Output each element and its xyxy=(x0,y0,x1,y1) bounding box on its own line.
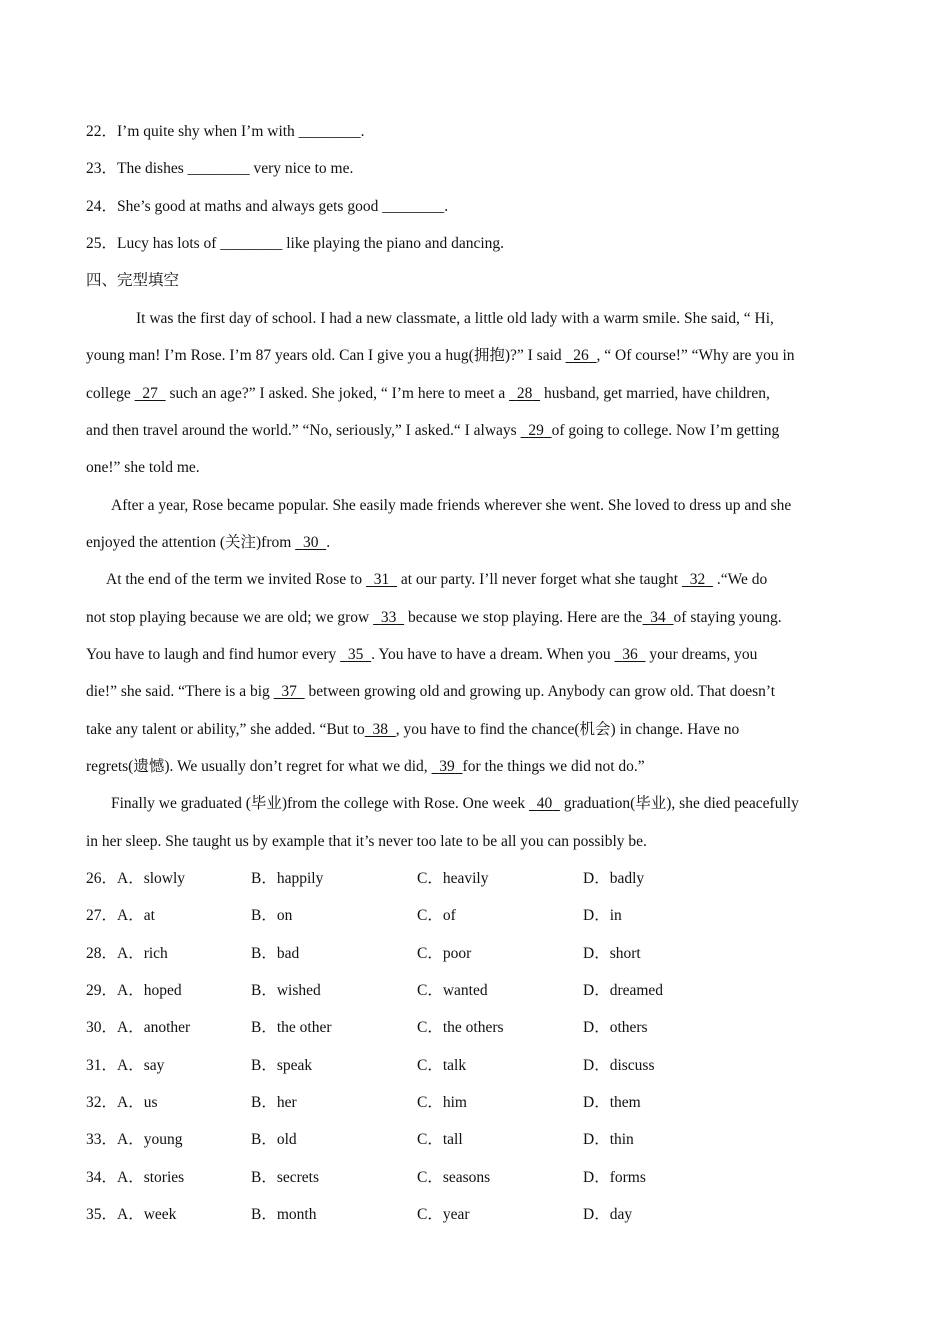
passage-line xyxy=(111,794,799,814)
fill-in-item-22 xyxy=(86,122,365,142)
item-number: 23． xyxy=(86,160,118,177)
option-a: 29．A．hoped xyxy=(86,982,182,999)
passage-text: .“We do xyxy=(712,571,768,588)
passage-text: At the end of the term we invited Rose to xyxy=(106,571,366,588)
option-c: C．seasons xyxy=(417,1169,491,1186)
passage-line: It was the first day of school. I had a new classmate, a little old lady with a warm smile. She said, “ Hi, xyxy=(136,310,774,327)
blank-40 xyxy=(529,795,560,812)
blank-38 xyxy=(365,721,396,738)
passage-line xyxy=(86,682,775,702)
passage-line xyxy=(86,720,739,740)
passage-line: in her sleep. She taught us by example that it’s never too late to be all you can possibly be. xyxy=(86,833,647,850)
option-a: 26．A．slowly xyxy=(86,870,186,887)
option-c: C．heavily xyxy=(417,870,489,887)
option-d: D．thin xyxy=(583,1131,634,1148)
blank-number: 35 xyxy=(347,646,364,663)
question-row xyxy=(86,906,866,926)
option-d: D．dreamed xyxy=(583,982,664,999)
option-a: 27．A．at xyxy=(86,907,155,924)
question-row xyxy=(86,981,866,1001)
option-d: D．them xyxy=(583,1094,641,1111)
option-a: 34．A．stories xyxy=(86,1169,185,1186)
blank-number: 34 xyxy=(650,609,666,626)
blank-number: 30 xyxy=(302,534,319,551)
option-c: C．of xyxy=(417,907,456,924)
blank-number: 27 xyxy=(142,385,158,402)
option-b: B．the other xyxy=(251,1019,332,1036)
question-row xyxy=(86,1130,866,1150)
item-text: The dishes ________ very nice to me. xyxy=(117,160,354,177)
blank-35 xyxy=(340,646,371,663)
passage-text: take any talent or ability,” she added. “But to xyxy=(86,721,365,738)
passage-line xyxy=(86,533,330,553)
passage-line xyxy=(106,570,767,590)
blank-number: 26 xyxy=(573,347,589,364)
blank-37 xyxy=(274,683,305,700)
option-c: C．the others xyxy=(417,1019,504,1036)
blank-32 xyxy=(682,571,713,588)
passage-line xyxy=(86,384,770,404)
passage-text: , “ Of course!” “Why are you in xyxy=(596,347,795,364)
passage-line xyxy=(86,645,757,665)
blank-28 xyxy=(509,385,540,402)
passage-text: . You have to have a dream. When you xyxy=(371,646,615,663)
option-c: C．poor xyxy=(417,945,472,962)
passage-line xyxy=(86,757,645,777)
question-row xyxy=(86,1168,866,1188)
option-b: B．bad xyxy=(251,945,300,962)
option-d: D．forms xyxy=(583,1169,646,1186)
blank-31 xyxy=(366,571,397,588)
option-a: 28．A．rich xyxy=(86,945,168,962)
passage-text: enjoyed the attention (关注)from xyxy=(86,534,296,551)
blank-29 xyxy=(521,422,552,439)
blank-36 xyxy=(615,646,646,663)
option-b: B．her xyxy=(251,1094,297,1111)
item-text: She’s good at maths and always gets good ________. xyxy=(117,198,449,215)
passage-text: regrets(遗憾). We usually don’t regret for what we did, xyxy=(86,758,432,775)
passage-text: , you have to find the chance(机会) in change. Have no xyxy=(395,721,740,738)
passage-text: your dreams, you xyxy=(645,646,758,663)
option-b: B．on xyxy=(251,907,293,924)
passage-text: not stop playing because we are old; we grow xyxy=(86,609,374,626)
fill-in-item-25 xyxy=(86,234,504,254)
blank-30 xyxy=(295,534,326,551)
option-b: B．old xyxy=(251,1131,297,1148)
blank-number: 38 xyxy=(372,721,389,738)
blank-number: 39 xyxy=(439,758,455,775)
question-row xyxy=(86,1018,866,1038)
passage-line xyxy=(86,608,782,628)
option-c: C．year xyxy=(417,1206,470,1223)
blank-39 xyxy=(432,758,463,775)
option-d: D．badly xyxy=(583,870,645,887)
passage-text: young man! I’m Rose. I’m 87 years old. Can I give you a hug(拥抱)?” I said xyxy=(86,347,566,364)
option-d: D．discuss xyxy=(583,1057,655,1074)
blank-34 xyxy=(643,609,674,626)
passage-text: and then travel around the world.” “No, seriously,” I asked.“ I always xyxy=(86,422,521,439)
passage-text: because we stop playing. Here are the xyxy=(404,609,643,626)
question-row xyxy=(86,869,866,889)
blank-number: 33 xyxy=(380,609,397,626)
question-row xyxy=(86,1056,866,1076)
blank-number: 40 xyxy=(536,795,553,812)
option-b: B．secrets xyxy=(251,1169,320,1186)
passage-text: of going to college. Now I’m getting xyxy=(551,422,780,439)
blank-number: 29 xyxy=(528,422,544,439)
item-number: 24． xyxy=(86,198,118,215)
blank-26 xyxy=(566,347,597,364)
blank-27 xyxy=(135,385,166,402)
passage-text: of staying young. xyxy=(673,609,782,626)
option-a: 33．A．young xyxy=(86,1131,183,1148)
option-b: B．happily xyxy=(251,870,324,887)
fill-in-item-24 xyxy=(86,197,448,217)
blank-number: 37 xyxy=(281,683,297,700)
blank-number: 32 xyxy=(689,571,706,588)
blank-33 xyxy=(373,609,404,626)
passage-text: You have to laugh and find humor every xyxy=(86,646,341,663)
option-b: B．wished xyxy=(251,982,321,999)
passage-line xyxy=(86,346,795,366)
question-row xyxy=(86,1093,866,1113)
passage-text: Finally we graduated (毕业)from the college with Rose. One week xyxy=(111,795,529,812)
question-row xyxy=(86,944,866,964)
fill-in-item-23 xyxy=(86,159,353,179)
passage-line xyxy=(86,421,779,441)
passage-line: one!” she told me. xyxy=(86,459,200,476)
passage-text: for the things we did not do.” xyxy=(462,758,645,775)
option-c: C．talk xyxy=(417,1057,467,1074)
item-number: 22． xyxy=(86,123,118,140)
question-row xyxy=(86,1205,866,1225)
blank-number: 28 xyxy=(516,385,533,402)
passage-text: graduation(毕业), she died peacefully xyxy=(559,795,799,812)
option-c: C．him xyxy=(417,1094,467,1111)
blank-number: 31 xyxy=(373,571,390,588)
option-a: 35．A．week xyxy=(86,1206,177,1223)
option-c: C．wanted xyxy=(417,982,488,999)
option-b: B．month xyxy=(251,1206,317,1223)
passage-text: such an age?” I asked. She joked, “ I’m here to meet a xyxy=(165,385,510,402)
option-c: C．tall xyxy=(417,1131,463,1148)
passage-text: . xyxy=(326,534,331,551)
passage-line: After a year, Rose became popular. She easily made friends wherever she went. She loved to dress up and she xyxy=(111,497,792,514)
passage-text: between growing old and growing up. Anybody can grow old. That doesn’t xyxy=(304,683,776,700)
option-a: 32．A．us xyxy=(86,1094,158,1111)
option-a: 31．A．say xyxy=(86,1057,165,1074)
passage-text: at our party. I’ll never forget what she taught xyxy=(397,571,682,588)
option-d: D．day xyxy=(583,1206,633,1223)
option-a: 30．A．another xyxy=(86,1019,191,1036)
option-d: D．others xyxy=(583,1019,648,1036)
option-b: B．speak xyxy=(251,1057,313,1074)
passage-text: die!” she said. “There is a big xyxy=(86,683,274,700)
section-title: 四、完型填空 xyxy=(86,272,180,289)
passage-text: husband, get married, have children, xyxy=(540,385,770,402)
item-text: I’m quite shy when I’m with ________. xyxy=(117,123,365,140)
option-d: D．in xyxy=(583,907,622,924)
passage-text: college xyxy=(86,385,135,402)
item-text: Lucy has lots of ________ like playing the piano and dancing. xyxy=(117,235,505,252)
item-number: 25． xyxy=(86,235,118,252)
option-d: D．short xyxy=(583,945,641,962)
blank-number: 36 xyxy=(622,646,638,663)
